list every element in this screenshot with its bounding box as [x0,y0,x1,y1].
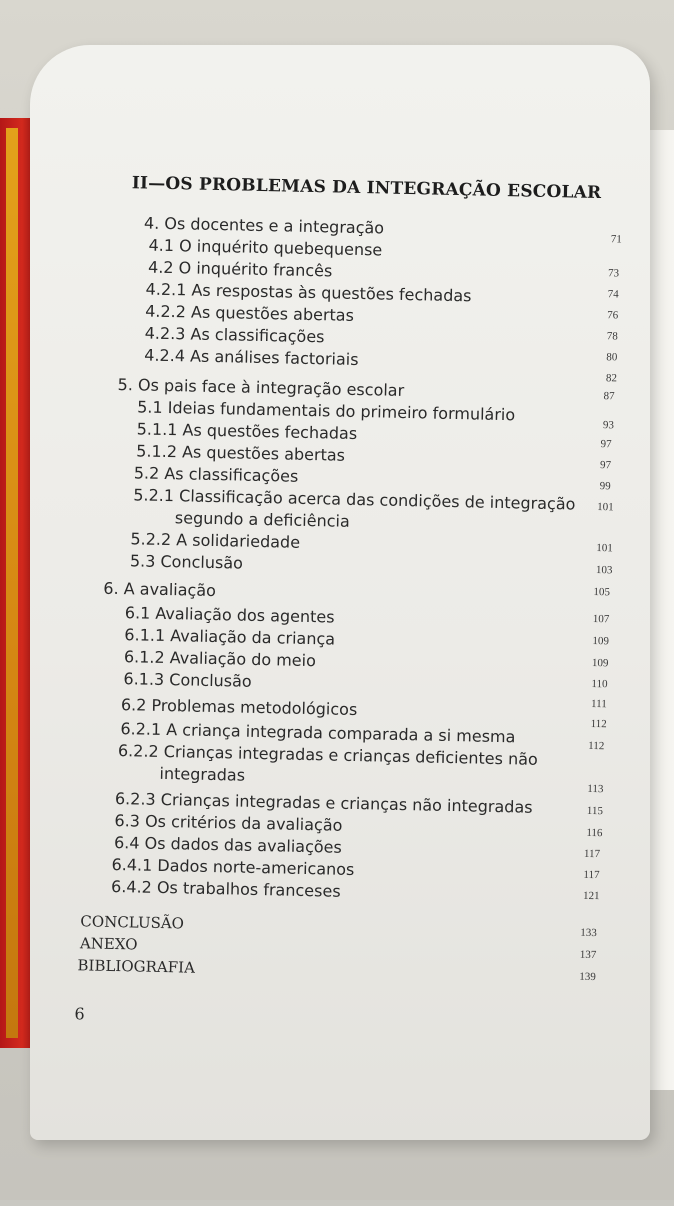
page-number: 111 [590,697,607,711]
page-number: 103 [595,564,613,577]
page-number: 97 [599,459,612,472]
page-number: 116 [586,826,603,840]
toc-entry: 4.2.1 As respostas às questões fechadas [145,279,472,306]
page-number: 73 [607,267,620,280]
toc-entry: 6.4.1 Dados norte-americanos [111,854,355,880]
toc-entry: 6.3 Os critérios da avaliação [114,811,343,835]
section-heading: II—OS PROBLEMAS DA INTEGRAÇÃO ESCOLAR [131,173,602,204]
page-number: 80 [606,351,618,364]
page-number: 117 [583,868,600,882]
page-number: 113 [587,782,604,796]
toc-entry: 5.1.1 As questões fechadas [136,419,358,443]
page-number: 112 [590,717,607,731]
page-number: 117 [583,847,601,861]
page-number: 74 [607,288,619,301]
page-number: 137 [579,948,597,962]
toc-entry: 5.2.1 Classificação acerca das condições de integração [133,485,576,514]
page-number: 101 [596,542,613,555]
toc-entry: 6.2.3 Crianças integradas e crianças não integradas [114,789,533,817]
toc-entry-conclusion: CONCLUSÃO [80,912,185,933]
page-number: 105 [593,585,611,599]
toc-entry: 6. A avaliação [103,578,217,601]
toc-entry: 6.2 Problemas metodológicos [120,695,358,720]
page-number: 110 [591,677,608,691]
folio-page-number: 6 [74,1004,85,1024]
toc-entry: 4.2.3 As classificações [144,323,325,347]
page-number: 82 [605,372,618,385]
toc-entry: 6.1.3 Conclusão [123,669,252,691]
page-number: 71 [610,233,622,246]
toc-entry-annex: ANEXO [79,934,138,954]
toc-entry: 5.1 Ideias fundamentais do primeiro formulário [137,397,516,425]
page-number: 99 [599,480,611,493]
page-number: 101 [597,501,614,514]
toc-entry: 4. Os docentes e a integração [143,213,385,238]
page-number: 78 [606,330,618,343]
page-number: 87 [603,390,615,403]
toc-entry: 6.2.1 A criança integrada comparada a si mesma [120,719,516,747]
page-number: 121 [582,889,600,903]
page-number: 76 [607,309,619,322]
toc-entry: 4.2.4 As análises factoriais [144,345,359,370]
toc-entry-continuation: segundo a deficiência [174,508,350,531]
toc-entry: 5.2 As classificações [133,463,299,486]
toc-entry: 6.2.2 Crianças integradas e crianças deficientes não [117,741,538,769]
page-number: 115 [586,804,604,818]
toc-entry: 6.1 Avaliação dos agentes [124,603,335,627]
page-number: 133 [580,926,597,940]
page-number: 139 [579,970,596,984]
page-number: 109 [592,634,610,648]
toc-entry-continuation: integradas [159,763,246,785]
toc-entry-bibliography: BIBLIOGRAFIA [77,956,196,977]
toc-entry: 5.2.2 A solidariedade [130,529,301,552]
toc-entry: 6.1.1 Avaliação da criança [124,625,336,649]
toc-entry: 4.2.2 As questões abertas [145,301,355,325]
page-number: 93 [602,419,615,432]
page-number: 112 [588,739,605,753]
toc-entry: 4.1 O inquérito quebequense [148,235,383,260]
page-number: 109 [591,656,609,670]
page-number: 97 [600,438,612,451]
toc-entry: 6.4 Os dados das avaliações [113,832,343,857]
toc-entry: 6.4.2 Os trabalhos franceses [110,876,341,901]
toc-entry: 6.1.2 Avaliação do meio [123,647,317,671]
toc-entry: 5.3 Conclusão [129,551,244,573]
page-number: 107 [592,612,610,626]
toc-entry: 5. Os pais face à integração escolar [117,374,405,400]
toc-entry: 4.2 O inquérito francês [147,257,333,281]
toc-entry: 5.1.2 As questões abertas [136,441,346,465]
